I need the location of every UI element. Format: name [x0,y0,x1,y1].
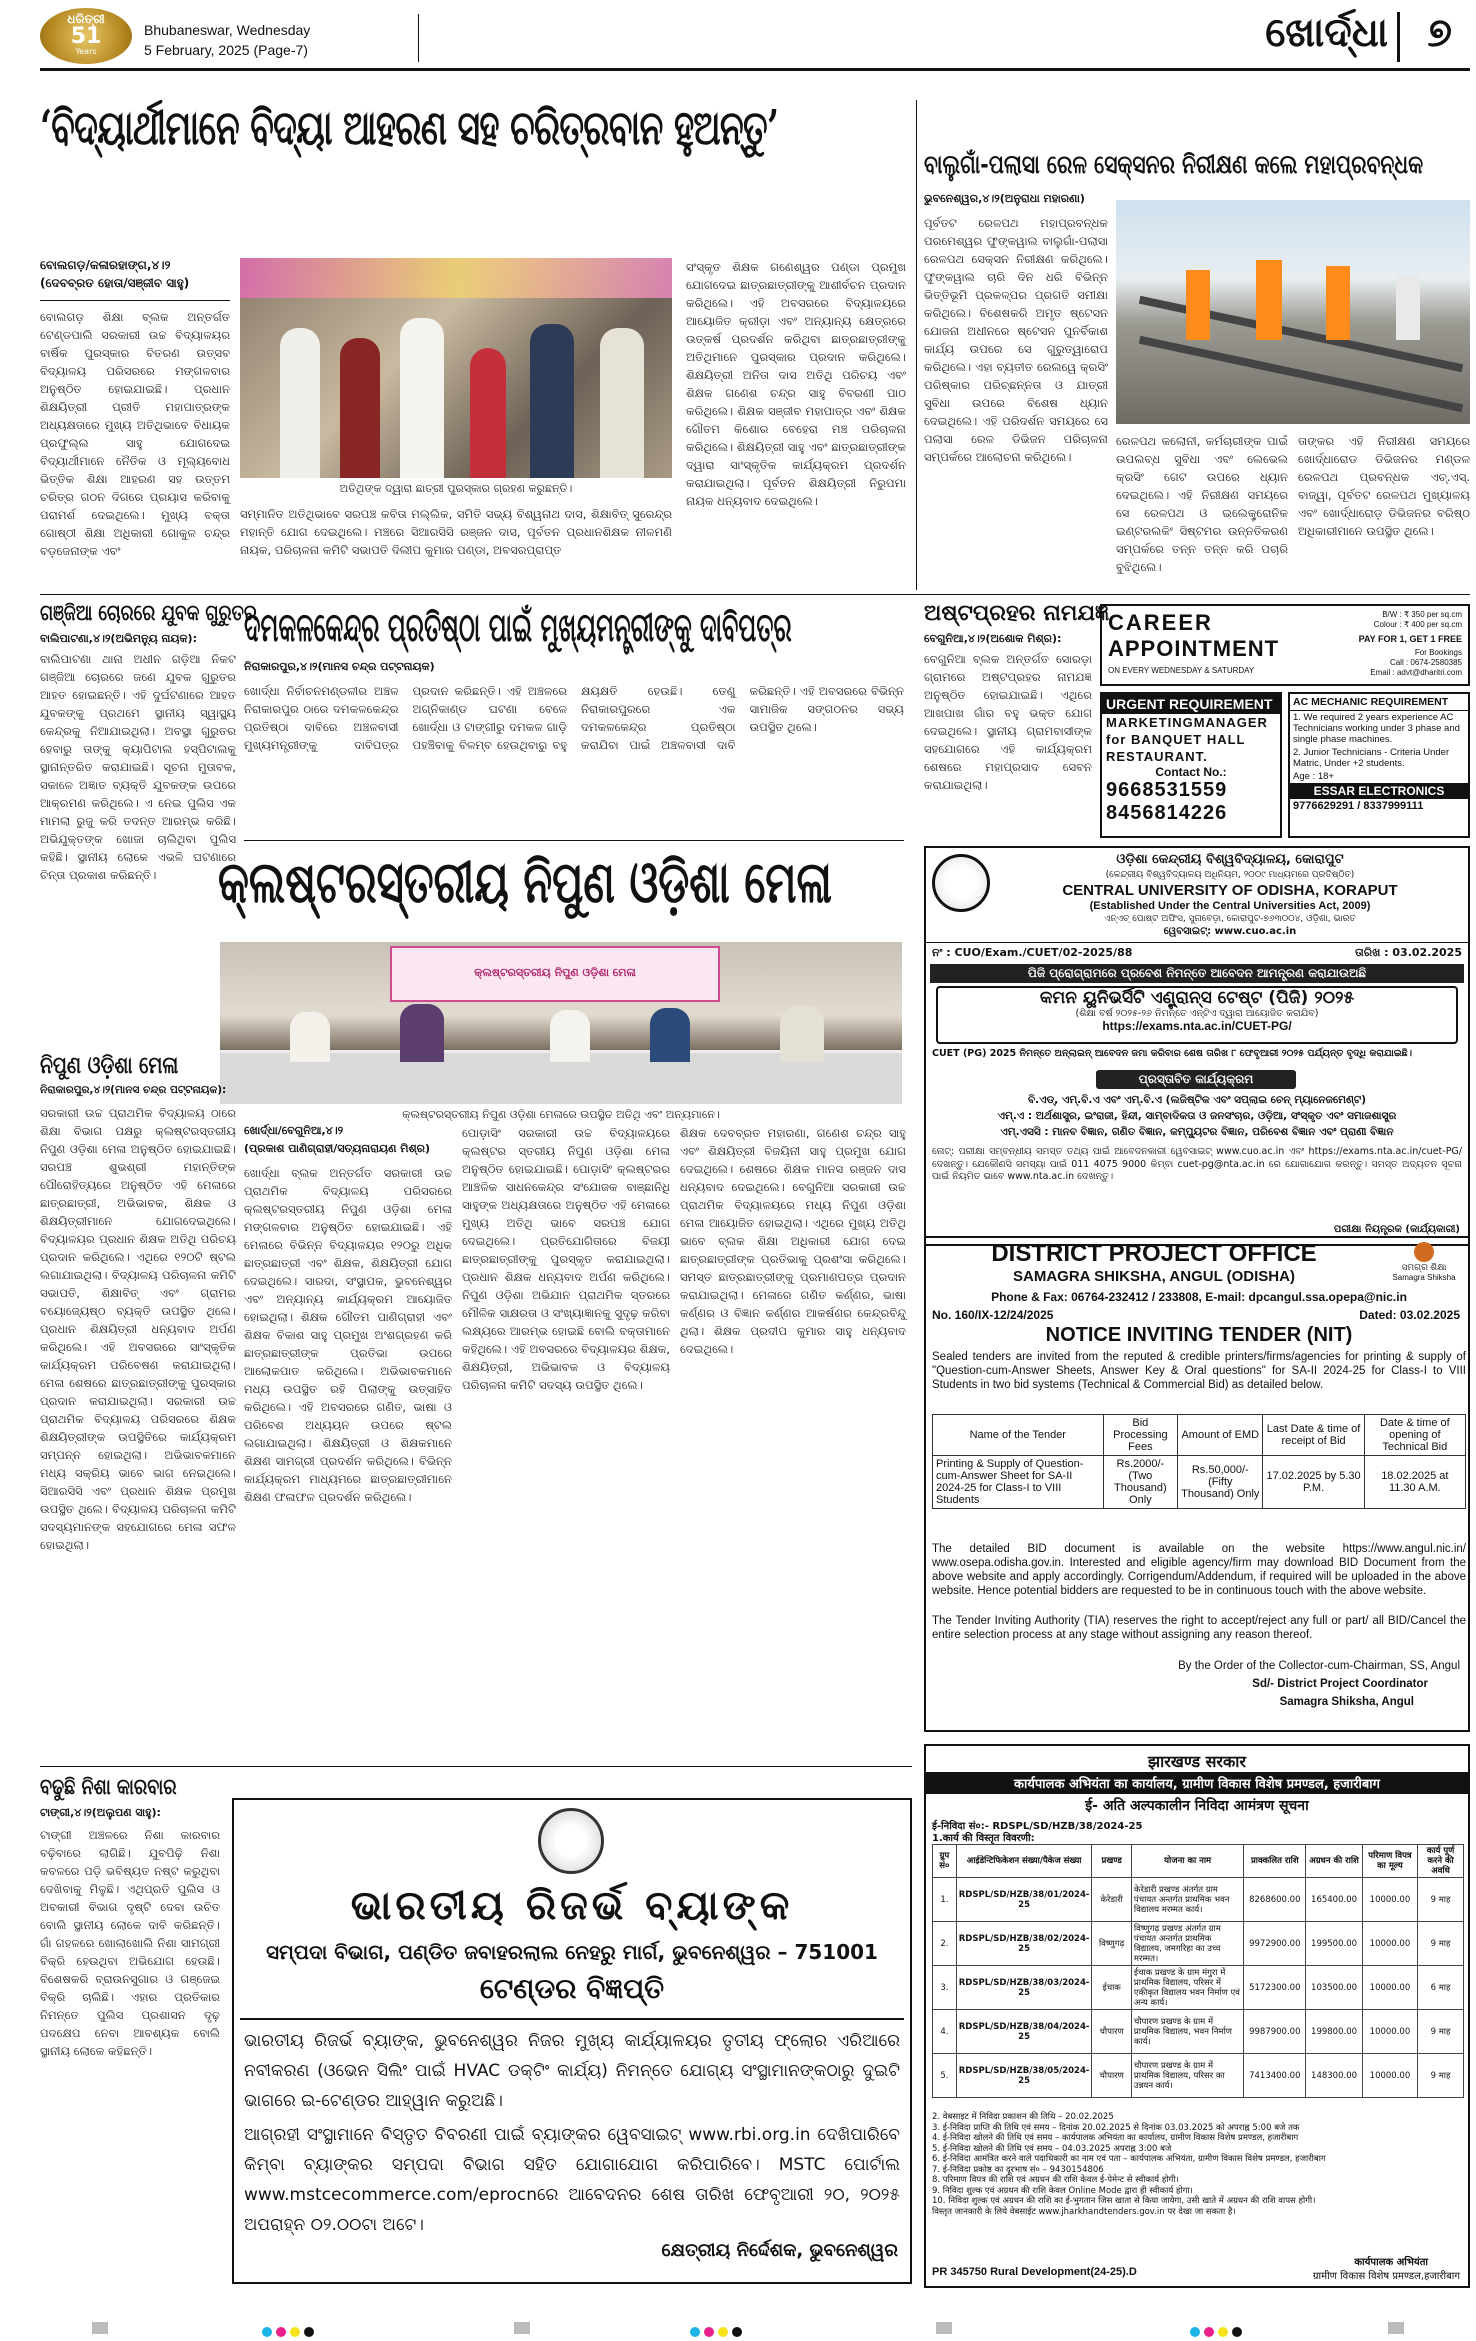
cuo-extension: CUET (PG) 2025 ନିମନ୍ତେ ଅନ୍‌ଲାଇନ୍ ଆବେଦନ ଜମା କରିବାର ଶେଷ ତାରିଖ ୮ ଫେବୃଆରୀ ୨୦୨୫ ପର୍ଯ୍ୟନ୍ତ ବୃଦ୍ଧି କରାଯାଇଛି। [932,1048,1412,1059]
jh-table-cell: 10000.00 [1362,2054,1417,2098]
dpo-sign-2: Samagra Shiksha, Angul [1279,1696,1414,1708]
cuo-emblem-icon [932,854,990,912]
jh-table-row [933,1966,1464,2010]
jh-header-boq: परिमाण विपत्र का मूल्य [1362,1845,1417,1878]
jh-table-row [933,2054,1464,2098]
urgent-line-2: for BANQUET HALL [1106,732,1246,747]
jh-table-cell: 6 माह [1418,1966,1464,2010]
rail-photo [1116,200,1470,424]
rbi-emblem-icon [538,1808,604,1874]
lead-column-3: ସଂସ୍କୃତ ଶିକ୍ଷକ ଗଣେଶ୍ୱର ପଣ୍ଡା ପ୍ରମୁଖ ଯୋଗଦେଇ ଛାତ୍ରଛାତ୍ରୀଙ୍କୁ ଆଶୀର୍ବଚନ ପ୍ରଦାନ କରିଥିଲେ। ଏହି ଅବସରରେ ବିଦ୍ୟାଳୟରେ ଆୟୋଜିତ କ୍ରୀଡ଼ା ଏବଂ ଅନ୍ୟାନ୍ୟ କ୍ଷେତ୍ରରେ ଉତ୍କର୍ଷ ପ୍ରଦର୍ଶନ କରିଥିବା ଛାତ୍ରଛାତ୍ରୀଙ୍କୁ ଅତିଥିମାନେ ପୁରସ୍କାର ପ୍ରଦାନ କରିଥିଲେ। ଶିକ୍ଷୟିତ୍ରୀ ଅନିତା ଦାସ ଅତିଥି ପରିଚୟ ଏବଂ ଶିକ୍ଷକ ଗଣେଶ ଚନ୍ଦ୍ର ସାହୁ ବିବରଣୀ ପାଠ କରିଥିଲେ। ଶିକ୍ଷକ ସଞ୍ଜୀବ ମହାପାତ୍ର ଏବଂ ଶିକ୍ଷକ ଗୌତମ କିଶୋର ବେହେରା ମଞ୍ଚ ପରିଚାଳନା କରିଥିଲେ। ଶିକ୍ଷୟିତ୍ରୀ ସାହୁ ଏବଂ ଛାତ୍ରଛାତ୍ରୀଙ୍କ ଦ୍ୱାରା ସାଂସ୍କୃତିକ କାର୍ଯ୍ୟକ୍ରମ ପ୍ରଦର୍ଶନ କରାଯାଇଥିଲା। ପୂର୍ବତନ ଶିକ୍ଷୟିତ୍ରୀ ନିରୁପମା ନାୟକ ଧନ୍ୟବାଦ ଦେଇଥିଲେ। [686,260,906,508]
fire-headline: ଦମକଳକେନ୍ଦ୍ର ପ୍ରତିଷ୍ଠା ପାଇଁ ମୁଖ୍ୟମନ୍ତ୍ରୀଙ୍କୁ ଦାବିପତ୍ର [244,604,792,651]
urgent-line-1: MARKETINGMANAGER [1106,715,1268,730]
jh-table-cell: 7413400.00 [1244,2054,1306,2098]
career-contact-3: Email : advt@dharitri.com [1370,668,1462,677]
rbi-para-2: ଆଗ୍ରହୀ ସଂସ୍ଥାମାନେ ବିସ୍ତୃତ ବିବରଣୀ ପାଇଁ ବ୍ୟାଙ୍କର ୱେବସାଇଟ୍ www.rbi.org.in ଦେଖିପାରିବେ କିମ୍ବା ବ୍ୟାଙ୍କର ସମ୍ପଦା ବିଭାଗ ସହିତ ଯୋଗାଯୋଗ କରିପାରିବେ। MSTC ପୋର୍ଟାଲ www.mstcecommerce.com/eprocnରେ ଆବେଦନର ଶେଷ ତାରିଖ ଫେବୃଆରୀ ୨୦, ୨୦୨୫ ଅପରାହ୍ନ ୦୨.୦୦ଟା ଅଟେ। [244,2125,900,2235]
cuet-url: https://exams.nta.ac.in/CUET-PG/ [1102,1019,1292,1033]
jh-table-cell: 103500.00 [1306,1966,1363,2010]
lead-photo-caption: ଅତିଥିଙ୍କ ଦ୍ୱାରା ଛାତ୍ରୀ ପୁରସ୍କାର ଗ୍ରହଣ କରୁଛନ୍ତି। [339,482,573,495]
jh-table-cell: 9 माह [1418,2010,1464,2054]
rail-headline: ବାଲୁଗାଁ-ପଲାସା ରେଳ ସେକ୍ସନର ନିରୀକ୍ଷଣ କଲେ ମହାପ୍ରବନ୍ଧକ [924,150,1424,180]
jh-notice: ई- अति अल्पकालीन निविदा आमंत्रण सूचना [1085,1798,1309,1814]
nipun-byline-2: (ପ୍ରକାଶ ପାଣିଗ୍ରାହୀ/ସତ୍ୟନାରାୟଣ ମିଶ୍ର) [244,1142,430,1155]
nit-header-name: Name of the Tender [933,1415,1104,1456]
horizontal-rule-1 [40,594,1470,595]
lead-column-2: ସମ୍ମାନିତ ଅତିଥିଭାବେ ସରପଞ୍ଚ କବିତା ମଲ୍ଲିକ, ସମିତି ସଭ୍ୟ ବିଶ୍ୱନାଥ ଦାସ, ଶିକ୍ଷାବିତ୍ ସୁରେନ୍ଦ୍ର ମହାନ୍ତି ଯୋଗ ଦେଇଥିଲେ। ମଞ୍ଚରେ ସିଆରସିସି ରଞ୍ଜନ ଦାସ, ପୂର୍ବତନ ପ୍ରଧାନଶିକ୍ଷକ ନୀଳମଣି ନାୟକ, ପରିଚାଳନା କମିଟି ସଭାପତି ଦିଲୀପ କୁମାର ପଣ୍ଡା, ଅବସରପ୍ରାପ୍ତ [240,507,672,557]
cuo-odia-sub: (କେନ୍ଦ୍ରୀୟ ବିଶ୍ୱବିଦ୍ୟାଳୟ ଅଧିନିୟମ, ୨୦୦୯ ମାଧ୍ୟମରେ ପ୍ରତିଷ୍ଠିତ) [1105,870,1355,880]
horizontal-rule-3 [40,1766,912,1767]
youth-text: ବାଲିପାଟଣା ଥାନା ଅଧୀନ ଗଡ଼ିଆ ନିକଟ ଗଞ୍ଜିଆ ଚୋରରେ ଜଣେ ଯୁବକ ଗୁରୁତର ଆହତ ହୋଇଛନ୍ତି। ଏହି ଦୁର୍ଘଟଣାରେ ଆହତ ଯୁବକଙ୍କୁ ପ୍ରଥମେ ସ୍ଥାନୀୟ ସ୍ୱାସ୍ଥ୍ୟ କେନ୍ଦ୍ରକୁ ନିଆଯାଇଥିଲା। ଅବସ୍ଥା ଗୁରୁତର ହେବାରୁ ତାଙ୍କୁ କ୍ୟାପିଟାଲ ହସ୍ପିଟାଲକୁ ସ୍ଥାନାନ୍ତରିତ କରାଯାଇଛି। ସୂଚନା ମୁତାବକ, ସକାଳେ ଅଜ୍ଞାତ ବ୍ୟକ୍ତି ଯୁବକଙ୍କ ଉପରେ ଆକ୍ରମଣ କରିଥିଲେ। ଏ ନେଇ ପୁଲିସ ଏକ ମାମଲା ରୁଜୁ କରି ତଦନ୍ତ ଆରମ୍ଭ କରିଛି। ଅଭିଯୁକ୍ତଙ୍କ ଖୋଜା ଚାଲିଥିବା ପୁଲିସ କହିଛି। ସ୍ଥାନୀୟ ଲୋକେ ଏଭଳି ଘଟଣାରେ ଚିନ୍ତା ପ୍ରକାଶ କରିଛନ୍ତି। [40,652,236,882]
masthead-rule [40,68,1470,71]
drugs-headline: ବଢୁଛି ନିଶା କାରବାର [40,1774,177,1800]
jh-table-cell: 1. [933,1878,957,1922]
nipun-column-3: ଶିକ୍ଷକ ଦେବବ୍ରତ ମହାରଣା, ଗଣେଶ ଚନ୍ଦ୍ର ସାହୁ ଏବଂ ଶିକ୍ଷୟିତ୍ରୀ ବିଜୟିନୀ ସାହୁ ପ୍ରମୁଖ ଯୋଗ ଦେଇଥିଲେ। ଶେଷରେ ଶିକ୍ଷକ ମାନସ ରଞ୍ଜନ ଦାସ ଧନ୍ୟବାଦ ଦେଇଥିଲେ। ବେଗୁନିଆ ସରକାରୀ ଉଚ୍ଚ ପ୍ରାଥମିକ ବିଦ୍ୟାଳୟରେ ମଧ୍ୟ ନିପୁଣ ଓଡ଼ିଶା ମେଳା ଆୟୋଜିତ ହୋଇଥିଲା। ଏଥିରେ ମୁଖ୍ୟ ଅତିଥି ଭାବେ ବ୍ଲକ ଶିକ୍ଷା ଅଧିକାରୀ ଯୋଗ ଦେଇ ଛାତ୍ରଛାତ୍ରୀଙ୍କ ପ୍ରତିଭାକୁ ପ୍ରଶଂସା କରିଥିଲେ। ସମସ୍ତ ଛାତ୍ରଛାତ୍ରୀଙ୍କୁ ପ୍ରମାଣପତ୍ର ପ୍ରଦାନ କରାଯାଇଥିଲା। ମେଳାରେ ଗଣିତ କର୍ଣ୍ଣର, ଭାଷା କର୍ଣ୍ଣର ଓ ବିଜ୍ଞାନ କର୍ଣ୍ଣର ଆକର୍ଷଣର କେନ୍ଦ୍ରବିନ୍ଦୁ ଥିଲା। ଶିକ୍ଷକ ପ୍ରଦୀପ କୁମାର ସାହୁ ଧନ୍ୟବାଦ ଦେଇଥିଲେ। [680,1126,906,1356]
samagra-shiksha-logo [1382,1242,1466,1286]
rbi-sign: କ୍ଷେତ୍ରୀୟ ନିର୍ଦ୍ଦେଶକ, ଭୁବନେଶ୍ୱର [661,2240,898,2261]
cuet-sub: (ଶିକ୍ଷା ବର୍ଷ ୨୦୨୫-୨୬ ନିମନ୍ତେ ଏନ୍‌ଟିଏ ଦ୍ୱାରା ଆୟୋଜିତ କରାଯିବ) [1075,1008,1319,1019]
nit-cell-name: Printing & Supply of Question-cum-Answer Sheet for SA-II 2024-25 for Class-I to VIII Students [933,1456,1104,1509]
nipun-left-headline: ନିପୁଣ ଓଡ଼ିଶା ମେଳା [40,1050,179,1079]
lead-byline-rule [40,300,230,301]
print-mark-4 [1388,2322,1404,2334]
jh-office: कार्यपालक अभियंता का कार्यालय, ग्रामीण विकास विशेष प्रमण्डल, हजारीबाग [926,1772,1468,1794]
jh-sign-2: ग्रामीण विकास विशेष प्रमण्डल,हजारीबाग [1312,2271,1460,2282]
jh-header-scheme: योजना का नाम [1131,1845,1243,1878]
ashtaprahar-text: ବେଗୁନିଆ ବ୍ଲକ ଅନ୍ତର୍ଗତ ସୋରଡ଼ା ଗ୍ରାମରେ ଅଷ୍ଟପ୍ରହର ନାମଯଜ୍ଞ ଅନୁଷ୍ଠିତ ହୋଇଯାଇଛି। ଏଥିରେ ଆଖପାଖ ଗାଁର ବହୁ ଭକ୍ତ ଯୋଗ ଦେଇଥିଲେ। ସ୍ଥାନୀୟ ଗ୍ରାମବାସୀଙ୍କ ସହଯୋଗରେ ଏହି କାର୍ଯ୍ୟକ୍ରମ ଶେଷରେ ମହାପ୍ରସାଦ ସେବନ କରାଯାଇଥିଲା। [924,652,1092,792]
lamp-icon [1414,1242,1434,1262]
nit-cell-last-date: 17.02.2025 by 5.30 P.M. [1263,1456,1364,1509]
jh-note: 5. ई-निविदा खोलने की तिथि एवं समय – 04.03.2025 अपराह्न 3:00 बजे [932,2143,1172,2154]
nipun-photo-caption: କ୍ଲଷ୍ଟରସ୍ତରୀୟ ନିପୁଣ ଓଡ଼ିଶା ମେଳାରେ ଉପସ୍ଥିତ ଅତିଥି ଏବଂ ଅନ୍ୟମାନେ। [402,1108,720,1121]
logo-english-text: Samagra Shiksha [1392,1273,1456,1282]
ac-phones: 9776629291 / 8337999111 [1293,800,1424,812]
jh-note: 10. निविदा शुल्क एवं अग्रधन की राशि का ई-भुगतान जिस खाता से किया जायेगा, उसी खाते में अग्रधन की राशि वापस होगी। [932,2196,1316,2206]
fire-text: ଖୋର୍ଦ୍ଧା ନିର୍ବାଚନମଣ୍ଡଳୀର ଅଞ୍ଚଳ ନିରାକାରପୁର ଠାରେ ଦମକଳକେନ୍ଦ୍ର ପ୍ରତିଷ୍ଠା ଦାବିରେ ଅଞ୍ଚଳବାସୀ ମୁଖ୍ୟମନ୍ତ୍ରୀଙ୍କୁ ଦାବିପତ୍ର ପ୍ରଦାନ କରିଛନ୍ତି। ଏହି ଅଞ୍ଚଳରେ ଅଗ୍ନିକାଣ୍ଡ ଘଟଣା ବେଳେ ଖୋର୍ଦ୍ଧା ଓ ଟାଙ୍ଗୀରୁ ଦମକଳ ଗାଡ଼ି ପହଞ୍ଚିବାକୁ ବିଳମ୍ବ ହେଉଥିବାରୁ ବହୁ କ୍ଷୟକ୍ଷତି ହେଉଛି। ତେଣୁ ନିରାକାରପୁରରେ ଏକ ଦମକଳକେନ୍ଦ୍ର ପ୍ରତିଷ୍ଠା କରାଯିବା ପାଇଁ ଅଞ୍ଚଳବାସୀ ଦାବି କରିଛନ୍ତି। ଏହି ଅବସରରେ ବିଭିନ୍ନ ସାମାଜିକ ସଙ୍ଗଠନର ସଭ୍ୟ ଉପସ୍ଥିତ ଥିଲେ। [244,684,904,752]
jh-table-cell: 3. [933,1966,957,2010]
cuo-programs-title: ପ୍ରସ୍ତାବିତ କାର୍ଯ୍ୟକ୍ରମ [1096,1070,1296,1089]
masthead [40,8,1476,66]
career-sub: ON EVERY WEDNESDAY & SATURDAY [1108,666,1255,675]
registration-dots-1 [262,2322,318,2341]
jh-works-table [932,1844,1464,2098]
nit-header-emd: Amount of EMD [1178,1415,1263,1456]
jh-sign-1: कार्यपालक अभियंता [1354,2257,1428,2268]
jh-table-cell: चौपारण प्रखण्ड के ग्राम में प्राथमिक विद्यालय, परिसर का उन्नयन कार्य। [1131,2054,1243,2098]
rail-column-1: ପୂର୍ବତଟ ରେଳପଥ ମହାପ୍ରବନ୍ଧକ ପରମେଶ୍ୱର ଫୁଙ୍କୱାଲ ବାଲୁଗାଁ-ପଲାସା ରେଳପଥ ସେକ୍ସନ ନିରୀକ୍ଷଣ କରିଥିଲେ। ଫୁଙ୍କୱାଲ ଚାରି ଦିନ ଧରି ବିଭିନ୍ନ ଭିତ୍ତିଭୂମି ପ୍ରକଳ୍ପର ପ୍ରଗତି ସମୀକ୍ଷା କରିଥିଲେ। ବିଶେଷକରି ଅମୃତ ଷ୍ଟେସନ ଯୋଜନା ଅଧୀନରେ ଷ୍ଟେସନ ପୁନର୍ବିକାଶ କାର୍ଯ୍ୟ ଉପରେ ସେ ଗୁରୁତ୍ୱାରୋପ କରିଥିଲେ। ଏହା ବ୍ୟତୀତ ରେଲୱେ କ୍ରସିଂ ପରିଷ୍କାର ପରିଚ୍ଛନ୍ନତା ଓ ଯାତ୍ରୀ ସୁବିଧା ଉପରେ ବିଶେଷ ଧ୍ୟାନ ଦେଇଥିଲେ। ଏହି ପରିଦର୍ଶନ ସମୟରେ ସେ ପଲାସା ରେଳ ଡିଭିଜନ ପରିଚାଳନା ସମ୍ପର୍କରେ ଆଲୋଚନା କରିଥିଲେ। [924,216,1108,464]
jh-table-cell: 165400.00 [1306,1878,1363,1922]
cuo-notice [924,846,1470,1246]
nipun-column-2: ପୋଡ଼ାସିଂ ସରକାରୀ ଉଚ୍ଚ ବିଦ୍ୟାଳୟରେ କ୍ଲଷ୍ଟର ସ୍ତରୀୟ ନିପୁଣ ଓଡ଼ିଶା ମେଳା ଅନୁଷ୍ଠିତ ହୋଇଯାଇଛି। ପୋଡ଼ାସିଂ କ୍ଲଷ୍ଟରର ଆଞ୍ଚଳିକ ସାଧନକେନ୍ଦ୍ର ସଂଯୋଜକ ବାଞ୍ଛାନିଧି ସାହୁଙ୍କ ଅଧ୍ୟକ୍ଷତାରେ ଅନୁଷ୍ଠିତ ଏହି ମେଳାରେ ମୁଖ୍ୟ ଅତିଥି ଭାବେ ସରପଞ୍ଚ ଯୋଗ ଦେଇଥିଲେ। ପ୍ରତିଯୋଗିତାରେ ବିଜୟୀ ଛାତ୍ରଛାତ୍ରୀଙ୍କୁ ପୁରସ୍କୃତ କରାଯାଇଥିଲା। ପ୍ରଧାନ ଶିକ୍ଷକ ଧନ୍ୟବାଦ ଅର୍ପଣ କରିଥିଲେ। ନିପୁଣ ଓଡ଼ିଶା ଅଭିଯାନ ପ୍ରାଥମିକ ସ୍ତରରେ ମୌଳିକ ସାକ୍ଷରତା ଓ ସଂଖ୍ୟାଜ୍ଞାନକୁ ସୁଦୃଢ଼ କରିବା ଲକ୍ଷ୍ୟରେ ଆରମ୍ଭ ହୋଇଛି ବୋଲି ବକ୍ତାମାନେ କହିଥିଲେ। ଏହି ଅବସରରେ ବିଦ୍ୟାଳୟର ଶିକ୍ଷକ, ଶିକ୍ଷୟିତ୍ରୀ, ଅଭିଭାବକ ଓ ବିଦ୍ୟାଳୟ ପରିଚାଳନା କମିଟି ସଦସ୍ୟ ଉପସ୍ଥିତ ଥିଲେ। [462,1126,670,1392]
ac-mechanic-ad [1288,692,1470,838]
ashtaprahar-headline: ଅଷ୍ଟପ୍ରହର ନାମଯଜ୍ଞ [924,600,1110,626]
dpo-tender-notice [924,1236,1470,1732]
ac-line-3: Age : 18+ [1293,771,1334,782]
jh-table-cell: 9 माह [1418,2054,1464,2098]
cuet-title: କମନ ୟୁନିଭର୍ସିଟି ଏଣ୍ଟ୍ରାନ୍ସ ଟେଷ୍ଟ (ପିଜି) ୨୦୨୫ [1039,988,1355,1008]
rail-byline: ଭୁବନେଶ୍ୱର,୪।୨(ଅନୁରାଧା ମହାରଣା) [924,192,1085,205]
jh-govt: झारखण्ड सरकार [1148,1752,1246,1771]
rbi-address: ସମ୍ପଦା ବିଭାଗ, ପଣ୍ଡିତ ଜବାହରଲାଲ ନେହରୁ ମାର୍ଗ, ଭୁବନେଶ୍ୱର – 751001 [266,1940,878,1964]
ashtaprahar-byline: ବେଗୁନିଆ,୪।୨(ଅଶୋକ ମିଶ୍ର): [924,632,1062,645]
drugs-byline: ଟାଙ୍ଗୀ,୪।୨(ଅଲୁପଣ ସାହୁ): [40,1806,161,1819]
jh-table-row [933,1878,1464,1922]
cuo-website: ୱେବସାଇଟ୍: www.cuo.ac.in [1163,926,1297,937]
jh-notes [932,2112,1464,2217]
cuo-sign: ପରୀକ୍ଷା ନିୟନ୍ତ୍ରକ (କାର୍ଯ୍ୟକାରୀ) [1333,1224,1460,1235]
lead-column-1: ବୋଲଗଡ଼ ଶିକ୍ଷା ବ୍ଲକ ଅନ୍ତର୍ଗତ ଟେଣ୍ଡପାଲି ସରକାରୀ ଉଚ୍ଚ ବିଦ୍ୟାଳୟର ବାର୍ଷିକ ପୁରସ୍କାର ବିତରଣ ଉତ୍ସବ ବିଦ୍ୟାଳୟ ପରିସରରେ ମଙ୍ଗଳବାର ଅନୁଷ୍ଠିତ ହୋଇଯାଇଛି। ପ୍ରଧାନ ଶିକ୍ଷୟିତ୍ରୀ ପ୍ରୀତି ମହାପାତ୍ରଙ୍କ ଅଧ୍ୟକ୍ଷତାରେ ମୁଖ୍ୟ ଅତିଥିଭାବେ ବିଧାୟକ ପ୍ରଫୁଲ୍ଲ ସାହୁ ଯୋଗଦେଇ ବିଦ୍ୟାର୍ଥୀମାନେ ନୈତିକ ଓ ମୂଲ୍ୟବୋଧ ଭିତ୍ତିକ ଶିକ୍ଷା ଆହରଣ ସହ ଉତ୍ତମ ଚରିତ୍ର ଗଠନ ଦିଗରେ ପ୍ରୟାସ କରିବାକୁ ପରାମର୍ଶ ଦେଇଥିଲେ। ମୁଖ୍ୟ ବକ୍ତା ଗୋଷ୍ଠୀ ଶିକ୍ଷା ଅଧିକାରୀ ଗୋକୁଳ ଚନ୍ଦ୍ର ବଡ଼ଜେନାଙ୍କ ଏବଂ [40,310,230,558]
cuo-program-2: ଏମ୍.ଏ : ଅର୍ଥଶାସ୍ତ୍ର, ଇଂରାଜୀ, ହିନ୍ଦୀ, ସାମ୍ବାଦିକତା ଓ ଜନସଂଚାର, ଓଡ଼ିଆ, ସଂସ୍କୃତ ଏବଂ ସମାଜଶାସ୍ତ୍ର [997,1110,1397,1122]
logo-text: ଧରିତ୍ରୀ [67,12,105,26]
print-mark-2 [514,2322,530,2334]
nipun-headline: କ୍ଲଷ୍ଟରସ୍ତରୀୟ ନିପୁଣ ଓଡ଼ିଶା ମେଳା [218,848,832,916]
nit-header-last-date: Last Date & time of receipt of Bid [1263,1415,1364,1456]
nit-cell-fees: Rs.2000/- (Two Thousand) Only [1103,1456,1178,1509]
nit-title: NOTICE INVITING TENDER (NIT) [1045,1324,1353,1346]
jh-table-cell: 199500.00 [1306,1922,1363,1966]
nit-header-opening: Date & time of opening of Technical Bid [1364,1415,1465,1456]
nit-header-fees: Bid Processing Fees [1103,1415,1178,1456]
city-day: Bhubaneswar, Wednesday [144,22,311,38]
jh-table-cell: RDSPL/SD/HZB/38/05/2024-25 [956,2054,1092,2098]
career-contact-2: Call : 0674-2580385 [1389,658,1462,667]
jh-header-duration: कार्य पूर्ण करने की अवधि [1418,1845,1464,1878]
dpo-order: By the Order of the Collector-cum-Chairman, SS, Angul [1178,1660,1460,1672]
nit-cell-opening: 18.02.2025 at 11.30 A.M. [1364,1456,1465,1509]
jh-table-row [933,2010,1464,2054]
urgent-contact: Contact No.: [1155,765,1227,779]
nipun-banner [390,946,720,1002]
jh-note: 7. ई-निविदा प्रकोष्ठ का दूरभाष सं० – 9430154806 [932,2164,1104,2175]
ac-line-1: 1. We required 2 years experience AC Technicians working under 3 phase and single phase machines. [1293,712,1460,745]
jh-note: 6. ई-निविदा आमंत्रित करने वाले पदाधिकारी का नाम एवं पता – कार्यपालक अभियंता, ग्रामीण विकास विशेष प्रमण्डल, हजारीबाग [932,2154,1326,2164]
jh-table-cell: 8268600.00 [1244,1878,1306,1922]
jh-table-cell: 4. [933,2010,957,2054]
jh-header-block: प्रखण्ड [1092,1845,1132,1878]
jh-header-estimate: प्राक्कलित राशि [1244,1845,1306,1878]
footer-print-marks [0,2318,1476,2338]
cuo-ref: ନଂ : CUO/Exam./CUET/02-2025/88 [932,946,1133,959]
rbi-para-1: ଭାରତୀୟ ରିଜର୍ଭ ବ୍ୟାଙ୍କ, ଭୁବନେଶ୍ୱର ନିଜର ମୁଖ୍ୟ କାର୍ଯ୍ୟାଳୟର ତୃତୀୟ ଫ୍ଲୋର ଏରିଆରେ ନବୀକରଣ (ଓଭେନ ସିଲିଂ ପାଇଁ HVAC ଡକ୍ଟିଂ କାର୍ଯ୍ୟ) ନିମନ୍ତେ ଯୋଗ୍ୟ ସଂସ୍ଥାମାନଙ୍କଠାରୁ ଦୁଇଟି ଭାଗରେ ଇ-ଟେଣ୍ଡର ଆହ୍ୱାନ କରୁଅଛି। [244,2031,900,2111]
jh-table-cell: 9 माह [1418,1878,1464,1922]
fire-byline: ନିରାକାରପୁର,୪।୨(ମାନସ ଚନ୍ଦ୍ର ପଟ୍ଟନାୟକ) [244,660,435,673]
nipun-column-1: ଖୋର୍ଦ୍ଧା ବ୍ଲକ ଅନ୍ତର୍ଗତ ସରକାରୀ ଉଚ୍ଚ ପ୍ରାଥମିକ ବିଦ୍ୟାଳୟ ପରିସରରେ କ୍ଲଷ୍ଟରସ୍ତରୀୟ ନିପୁଣ ଓଡ଼ିଶା ମେଳା ମଙ୍ଗଳବାର ଅନୁଷ୍ଠିତ ହୋଇଯାଇଛି। ଏହି ମେଳାରେ ବିଭିନ୍ନ ବିଦ୍ୟାଳୟର ୧୨୦ରୁ ଅଧିକ ଛାତ୍ରଛାତ୍ରୀ ଏବଂ ଶିକ୍ଷକ, ଶିକ୍ଷୟିତ୍ରୀ ଯୋଗ ଦେଇଥିଲେ। ସାରଦା, ସଂସ୍ଥାପକ, ଭୁବନେଶ୍ୱର ଏବଂ ଅନ୍ୟାନ୍ୟ କାର୍ଯ୍ୟକ୍ରମ ଆୟୋଜିତ ହୋଇଥିଲା। ଶିକ୍ଷକ ଗୌତମ ପାଣିଗ୍ରାହୀ ଏବଂ ଶିକ୍ଷକ ବିକାଶ ସାହୁ ପ୍ରମୁଖ ଅଂଶଗ୍ରହଣ କରି ଛାତ୍ରଛାତ୍ରୀଙ୍କ ପ୍ରତିଭା ଉପରେ ଆଲୋକପାତ କରିଥିଲେ। ଅଭିଭାବକମାନେ ମଧ୍ୟ ଉପସ୍ଥିତ ରହି ପିଲାଙ୍କୁ ଉତ୍ସାହିତ କରିଥିଲେ। ଏହି ଅବସରରେ ଗଣିତ, ଭାଷା ଓ ପରିବେଶ ଅଧ୍ୟୟନ ଉପରେ ଷ୍ଟଲ ଲଗାଯାଇଥିଲା। ଶିକ୍ଷୟିତ୍ରୀ ଓ ଶିକ୍ଷକମାନେ ଶିକ୍ଷଣ ସାମଗ୍ରୀ ପ୍ରଦର୍ଶନ କରିଥିଲେ। ବିଭିନ୍ନ କାର୍ଯ୍ୟକ୍ରମ ମାଧ୍ୟମରେ ଛାତ୍ରଛାତ୍ରୀମାନେ ଶିକ୍ଷଣ ଫଳାଫଳ ପ୍ରଦର୍ଶନ କରିଥିଲେ। [244,1166,452,1504]
masthead-divider [418,14,419,62]
nipun-left-byline: ନିରାକାରପୁର,୪।୨(ମାନସ ଚନ୍ଦ୍ର ପଟ୍ଟନାୟକ): [40,1084,227,1096]
nit-row [933,1456,1466,1509]
cuo-program-1: ବି.ଏଡ୍, ଏମ୍.ବି.ଏ ଏବଂ ଏମ୍.ବି.ଏ (ଲଜିଷ୍ଟିକ ଏବଂ ସପ୍ଲାଇ ଚେନ୍ ମ୍ୟାନେଜମେଣ୍ଟ) [1027,1094,1367,1106]
nipun-photo [220,942,902,1104]
jh-table-cell: विष्णुगढ़ [1092,1922,1132,1966]
jh-note: 3. ई-निविदा प्राप्ति की तिथि एवं समय – दिनांक 20.02.2025 से दिनांक 03.03.2025 को अपराह्न 5:00 बजे तक [932,2122,1300,2133]
career-rate-bw: B/W : ₹ 350 per sq.cm [1382,610,1462,619]
jh-table-cell: RDSPL/SD/HZB/38/04/2024-25 [956,2010,1092,2054]
jh-header-emd: अग्रधन की राशि [1306,1845,1363,1878]
vertical-rule-right [916,100,917,590]
cuet-box [936,986,1458,1044]
nipun-left-text: ସରକାରୀ ଉଚ୍ଚ ପ୍ରାଥମିକ ବିଦ୍ୟାଳୟ ଠାରେ ଶିକ୍ଷା ବିଭାଗ ପକ୍ଷରୁ କ୍ଲଷ୍ଟରସ୍ତରୀୟ ନିପୁଣ ଓଡ଼ିଶା ମେଳା ଅନୁଷ୍ଠିତ ହୋଇଯାଇଛି। ସରପଞ୍ଚ ଶୁଭଶ୍ରୀ ମହାନ୍ତିଙ୍କ ପୌରୋହିତ୍ୟରେ ଅନୁଷ୍ଠିତ ଏହି ମେଳାରେ ଛାତ୍ରଛାତ୍ରୀ, ଅଭିଭାବକ, ଶିକ୍ଷକ ଓ ଶିକ୍ଷୟିତ୍ରୀମାନେ ଯୋଗଦେଇଥିଲେ। ବିଦ୍ୟାଳୟର ପ୍ରଧାନ ଶିକ୍ଷକ ଅତିଥି ପରିଚୟ ପ୍ରଦାନ କରିଥିଲେ। ଏଥିରେ ୧୨୦ଟି ଷ୍ଟଲ ଲଗାଯାଇଥିଲା। ବିଦ୍ୟାଳୟ ପରିଚାଳନା କମିଟି ସଭାପତି, ଶିକ୍ଷାବିତ୍ ଏବଂ ଗ୍ରାମର ବୟୋଜ୍ୟେଷ୍ଠ ବ୍ୟକ୍ତି ଉପସ୍ଥିତ ଥିଲେ। ପ୍ରଧାନ ଶିକ୍ଷୟିତ୍ରୀ ଧନ୍ୟବାଦ ଅର୍ପଣ କରିଥିଲେ। ଏହି ଅବସରରେ ସାଂସ୍କୃତିକ କାର୍ଯ୍ୟକ୍ରମ ପରିବେଷଣ କରାଯାଇଥିଲା। ମେଳା ଶେଷରେ ଛାତ୍ରଛାତ୍ରୀଙ୍କୁ ପୁରସ୍କାର ପ୍ରଦାନ କରାଯାଇଥିଲା। ସରକାରୀ ଉଚ୍ଚ ପ୍ରାଥମିକ ବିଦ୍ୟାଳୟ ପରିସରରେ ଶିକ୍ଷକ ଶିକ୍ଷୟିତ୍ରୀଙ୍କ ଉପସ୍ଥିତିରେ କାର୍ଯ୍ୟକ୍ରମ ସମ୍ପନ୍ନ ହୋଇଥିଲା। ଅଭିଭାବକମାନେ ମଧ୍ୟ ସକ୍ରିୟ ଭାବେ ଭାଗ ନେଇଥିଲେ। ସିଆରସିସି ଏବଂ ପ୍ରଧାନ ଶିକ୍ଷକ ପ୍ରମୁଖ ଉପସ୍ଥିତ ଥିଲେ। ବିଦ୍ୟାଳୟ ପରିଚାଳନା କମିଟି ସଦସ୍ୟମାନଙ୍କ ସହଯୋଗରେ ମେଳା ସଫଳ ହୋଇଥିଲା। [40,1106,236,1552]
urgent-requirement-ad [1100,692,1282,838]
jh-sub: 1.कार्य की विस्तृत विवरणी: [932,1833,1035,1844]
career-appointment-ad [1100,604,1470,686]
lead-photo [240,258,672,478]
dpo-para-1: The detailed BID document is available on the website https://www.angul.nic.in/ www.osepa.odisha.gov.in. Interested and eligible agency/firm may download BID Document from the above website and apply accordingly. Corrigendum/Addendum, if required will be uploaded in the above website. Hence potential bidders are requested to be in continuous touch with the above website. [932,1543,1466,1597]
urgent-title: URGENT REQUIREMENT [1102,694,1280,714]
dpo-title: DISTRICT PROJECT OFFICE [991,1240,1317,1267]
nipun-banner-text: କ୍ଲଷ୍ଟରସ୍ତରୀୟ ନିପୁଣ ଓଡ଼ିଶା ମେଳା [474,966,636,979]
urgent-line-3: RESTAURANT. [1106,749,1208,764]
jh-ref: ई-निविदा सं०:- RDSPL/SD/HZB/38/2024-25 [932,1821,1143,1832]
section-divider [1397,12,1400,62]
jh-note: 4. ई-निविदा खोलने की तिथि एवं समय – कार्यपालक अभियंता का कार्यालय, ग्रामीण विकास विशेष प्रमण्डल, हजारीबाग [932,2133,1299,2143]
cuo-name: CENTRAL UNIVERSITY OF ODISHA, KORAPUT [1062,882,1398,899]
jh-note: विस्तृत जानकारी के लिये वेबसाईट www.jharkhandtenders.gov.in पर देखा जा सकता है। [932,2206,1236,2217]
logo-odia-text: ସମଗ୍ର ଶିକ୍ଷା [1401,1262,1447,1272]
nipun-byline: ଖୋର୍ଦ୍ଧା/ବେଗୁନିଆ,୪।୨ [244,1124,344,1137]
jh-header-id: आईडेन्टिफिकेशन संख्या/पैकेज संख्या [956,1845,1092,1878]
drugs-text: ଟାଙ୍ଗୀ ଅଞ୍ଚଳରେ ନିଶା କାରବାର ବଢ଼ିବାରେ ଲାଗିଛି। ଯୁବପିଢ଼ି ନିଶା କବଳରେ ପଡ଼ି ଭବିଷ୍ୟତ ନଷ୍ଟ କରୁଥିବା ଦେଖିବାକୁ ମିଳୁଛି। ଏଥିପ୍ରତି ପୁଲିସ ଓ ଅବକାରୀ ବିଭାଗ ଦୃଷ୍ଟି ଦେବା ଉଚିତ ବୋଲି ସ୍ଥାନୀୟ ଲୋକେ ଦାବି କରିଛନ୍ତି। ଗାଁ ଗହଳରେ ଖୋଲାଖୋଲି ନିଶା ସାମଗ୍ରୀ ବିକ୍ରି ହେଉଥିବା ଅଭିଯୋଗ ହେଉଛି। ବିଶେଷକରି ବ୍ରାଉନସୁଗାର ଓ ଗଞ୍ଜେଇ ବିକ୍ରି ଚାଲିଛି। ଏହାର ପ୍ରତିକାର ନିମନ୍ତେ ପୁଲିସ ପ୍ରଶାସନ ଦୃଢ଼ ପଦକ୍ଷେପ ନେବା ଆବଶ୍ୟକ ବୋଲି ସ୍ଥାନୀୟ ଲୋକେ କହିଛନ୍ତି। [40,1828,220,2058]
jh-table-cell: 9987900.00 [1244,2010,1306,2054]
nit-cell-emd: Rs.50,000/- (Fifty Thousand) Only [1178,1456,1263,1509]
section-name: ଖୋର୍ଦ୍ଧା [1265,10,1388,56]
jh-table-cell: RDSPL/SD/HZB/38/01/2024-25 [956,1878,1092,1922]
career-contact-1: For Bookings [1414,648,1462,657]
jh-table-cell: RDSPL/SD/HZB/38/03/2024-25 [956,1966,1092,2010]
jh-table-cell: चौपारण [1092,2010,1132,2054]
jh-header-group: ग्रुप सं० [933,1845,957,1878]
cuo-address: ଏନ୍‌ଏଚ୍ ପୋଷ୍ଟ ଅଫିସ, ସୁନାବେଡ଼ା, କୋରାପୁଟ-୭୬୩୦୦୪, ଓଡ଼ିଶା, ଭାରତ [1104,914,1356,924]
nit-table [932,1414,1466,1509]
dpo-dated: Dated: 03.02.2025 [1359,1308,1460,1322]
rail-column-2: ରେଳପଥ କଲୋନୀ, କର୍ମଚାରୀଙ୍କ ପାଇଁ ଉପଲବ୍ଧ ସୁବିଧା ଏବଂ ଲେଭେଲ କ୍ରସିଂ ଗେଟ ଉପରେ ଧ୍ୟାନ ଦେଇଥିଲେ। ଏହି ନିରୀକ୍ଷଣ ସମୟରେ ସେ ରେଳପଥ ଓ ଇଲେକ୍ଟ୍ରୋନିକ ଇଣ୍ଟରଲକିଂ ସିଷ୍ଟମର ଉନ୍ନତିକରଣ ସମ୍ପର୍କରେ ତନ୍ନ ତନ୍ନ କରି ପଚାରି ବୁଝିଥିଲେ। [1116,434,1288,574]
career-offer: PAY FOR 1, GET 1 FREE [1358,634,1462,644]
rbi-divider [240,2018,904,2020]
jh-table-cell: 10000.00 [1362,1966,1417,2010]
rail-column-3: ତାଙ୍କର ଏହି ନିରୀକ୍ଷଣ ସମୟରେ ଖୋର୍ଦ୍ଧାରୋଡ ଡିଭିଜନର ମଣ୍ଡଳ ରେଳପଥ ପ୍ରବନ୍ଧକ ଏଚ୍.ଏସ୍. ବାଜ୍ୱା, ପୂର୍ବତଟ ରେଳପଥ ମୁଖ୍ୟାଳୟ ଏବଂ ଖୋର୍ଦ୍ଧାରୋଡ଼ ଡିଭିଜନର ବରିଷ୍ଠ ଅଧିକାରୀମାନେ ଉପସ୍ଥିତ ଥିଲେ। [1298,434,1470,538]
horizontal-rule-2 [244,840,904,841]
lead-dateline: ବୋଲଗଡ଼/କଳାରହାଙ୍ଗ,୪।୨ [40,258,171,272]
cuo-odia-name: ଓଡ଼ିଶା କେନ୍ଦ୍ରୀୟ ବିଶ୍ୱବିଦ୍ୟାଳୟ, କୋରାପୁଟ [1116,852,1344,867]
jh-table-cell: RDSPL/SD/HZB/38/02/2024-25 [956,1922,1092,1966]
dpo-para-2: The Tender Inviting Authority (TIA) reserves the right to accept/reject any full or part/ all BID/Cancel the entire selection process at any stage without assigning any reason thereof. [932,1615,1466,1641]
jh-table-cell: केरेडारी [1092,1878,1132,1922]
jh-note: 2. वेबसाइट में निविदा प्रकाशन की तिथि – 20.02.2025 [932,2112,1114,2122]
registration-dots-3 [1190,2322,1246,2341]
lead-headline: ‘ବିଦ୍ୟାର୍ଥୀମାନେ ବିଦ୍ୟା ଆହରଣ ସହ ଚରିତ୍ରବାନ ହୁଅନ୍ତୁ’ [40,100,779,156]
jh-table-cell: 148300.00 [1306,2054,1363,2098]
jh-table-cell: चौपारण [1092,2054,1132,2098]
cuo-date: ତାରିଖ : 03.02.2025 [1355,946,1462,959]
logo-years-label: Years [75,47,97,56]
urgent-phone-2: 8456814226 [1106,802,1228,824]
jh-table-cell: 5. [933,2054,957,2098]
lead-byline: (ଦେବବ୍ରତ ହୋତା/ସଞ୍ଜୀବ ସାହୁ) [40,276,190,290]
dpo-subtitle: SAMAGRA SHIKSHA, ANGUL (ODISHA) [1013,1268,1295,1285]
jh-table-cell: ईचाक [1092,1966,1132,2010]
print-mark-3 [936,2322,952,2334]
dpo-intro: Sealed tenders are invited from the reputed & credible printers/firms/agencies for printing & supply of "Question-cum-Answer Sheets, Answer Key & Oral questions" for SA-II 2024-25 for Class-I to VIII Students in two bid systems (Technical & Commercial Bid) as detailed below. [932,1351,1466,1391]
rbi-title: ଭାରତୀୟ ରିଜର୍ଭ ବ୍ୟାଙ୍କ [350,1882,794,1929]
dharitri-51-years-logo [40,8,132,64]
logo-years: 51 [70,24,102,49]
rbi-notice-title: ଟେଣ୍ଡର ବିଜ୍ଞପ୍ତି [479,1972,665,2005]
jh-table-cell: 10000.00 [1362,1922,1417,1966]
jh-note: 8. परिमाण विपत्र की राशि एवं अग्रधन की राशि केवल ई-पेमेन्ट से स्वीकार्य होगी। [932,2175,1179,2185]
jh-table-cell: विष्णुगढ़ प्रखण्ड अंतर्गत ग्राम पंचायत अन्तर्गत प्राथमिक विद्यालय, जमगरिहा का उच्च मरम्मत। [1131,1922,1243,1966]
career-brand-top: CAREER [1108,610,1213,635]
youth-byline: ବାଲିପାଟଣା,୪।୨(ଅଭିମନ୍ୟୁ ନାୟକ): [40,632,197,645]
career-brand-bottom: APPOINTMENT [1108,636,1280,661]
jh-table-cell: ईचाक प्रखण्ड के ग्राम मंगुरा में प्राथमिक विद्यालय, परिसर में एकीकृत विद्यालय भवन निर्माण एवं अन्य कार्य। [1131,1966,1243,2010]
youth-headline: ଗଞ୍ଜିଆ ଚୋରରେ ଯୁବକ ଗୁରୁତର [40,600,257,626]
jh-table-cell: 2. [933,1922,957,1966]
registration-dots-2 [690,2322,746,2341]
jh-table-cell: 10000.00 [1362,2010,1417,2054]
dpo-contact: Phone & Fax: 06764-232412 / 233808, E-mail: dpcangul.ssa.opepa@nic.in [991,1290,1407,1304]
rbi-tender-notice [232,1798,912,2284]
dpo-sign-1: Sd/- District Project Coordinator [1252,1678,1428,1690]
cuo-note: ନୋଟ୍: ପରୀକ୍ଷା ସମ୍ବନ୍ଧୀୟ ସମସ୍ତ ତଥ୍ୟ ପାଇଁ ଆବେଦନକାରୀ ୱେବସାଇଟ୍ www.cuo.ac.in ଏବଂ https://exams.nta.ac.in/cuet-PG/ ଦେଖନ୍ତୁ। ଯେକୌଣସି ସମସ୍ୟା ପାଇଁ 011 4075 9000 କିମ୍ବା cuet-pg@nta.ac.in ରେ ଯୋଗାଯୋଗ କରନ୍ତୁ। ସମସ୍ତ ଅଦ୍ୟତନ ସୂଚନା ପାଇଁ ନିୟମିତ ଭାବେ www.nta.ac.in ଦେଖନ୍ତୁ। [932,1146,1462,1182]
urgent-phone-1: 9668531559 [1106,779,1228,801]
jh-table-cell: चौपारण प्रखण्ड के ग्राम में प्राथमिक विद्यालय, भवन निर्माण कार्य। [1131,2010,1243,2054]
jh-note: 9. निविदा शुल्क एवं अग्रधन की राशि केवल Online Mode द्वारा ही स्वीकार्य होगा। [932,2185,1193,2196]
print-mark-1 [92,2322,108,2334]
dpo-number: No. 160/IX-12/24/2025 [932,1308,1054,1322]
jh-table-cell: 10000.00 [1362,1878,1417,1922]
cuo-rule [926,942,1468,943]
jh-table-cell: 9972900.00 [1244,1922,1306,1966]
jh-table-cell: 5172300.00 [1244,1966,1306,2010]
cuo-established: (Established Under the Central Universities Act, 2009) [1089,900,1371,912]
cuo-notice-title: ପିଜି ପ୍ରୋଗ୍ରାମରେ ପ୍ରବେଶ ନିମନ୍ତେ ଆବେଦନ ଆମନ୍ତ୍ରଣ କରାଯାଉଅଛି [930,964,1464,983]
jh-table-cell: 199800.00 [1306,2010,1363,2054]
cuo-program-3: ଏମ୍.ଏସସି : ମାନବ ବିଜ୍ଞାନ, ଗଣିତ ବିଜ୍ଞାନ, କମ୍ପ୍ୟୁଟର ବିଜ୍ଞାନ, ପରିବେଶ ବିଜ୍ଞାନ ଏବଂ ପ୍ରାଣୀ ବିଜ୍ଞାନ [1000,1126,1394,1138]
jh-table-cell: 9 माह [1418,1922,1464,1966]
page-number: ୭ [1427,10,1452,56]
career-rate-colour: Colour : ₹ 400 per sq.cm [1373,620,1462,629]
jh-pr: PR 345750 Rural Development(24-25).D [932,2266,1137,2278]
jh-table-row [933,1922,1464,1966]
ac-title: AC MECHANIC REQUIREMENT [1290,694,1468,711]
ac-company: ESSAR ELECTRONICS [1290,783,1468,799]
ac-line-2: 2. Junior Technicians - Criteria Under Matric, Under +2 students. [1293,747,1450,769]
jharkhand-tender-notice [924,1744,1470,2288]
date-page: 5 February, 2025 (Page-7) [144,42,308,58]
jh-table-cell: केरेडारी प्रखण्ड अंतर्गत ग्राम पंचायत अन्तर्गत प्राथमिक भवन विद्यालय मरम्मत कार्य। [1131,1878,1243,1922]
